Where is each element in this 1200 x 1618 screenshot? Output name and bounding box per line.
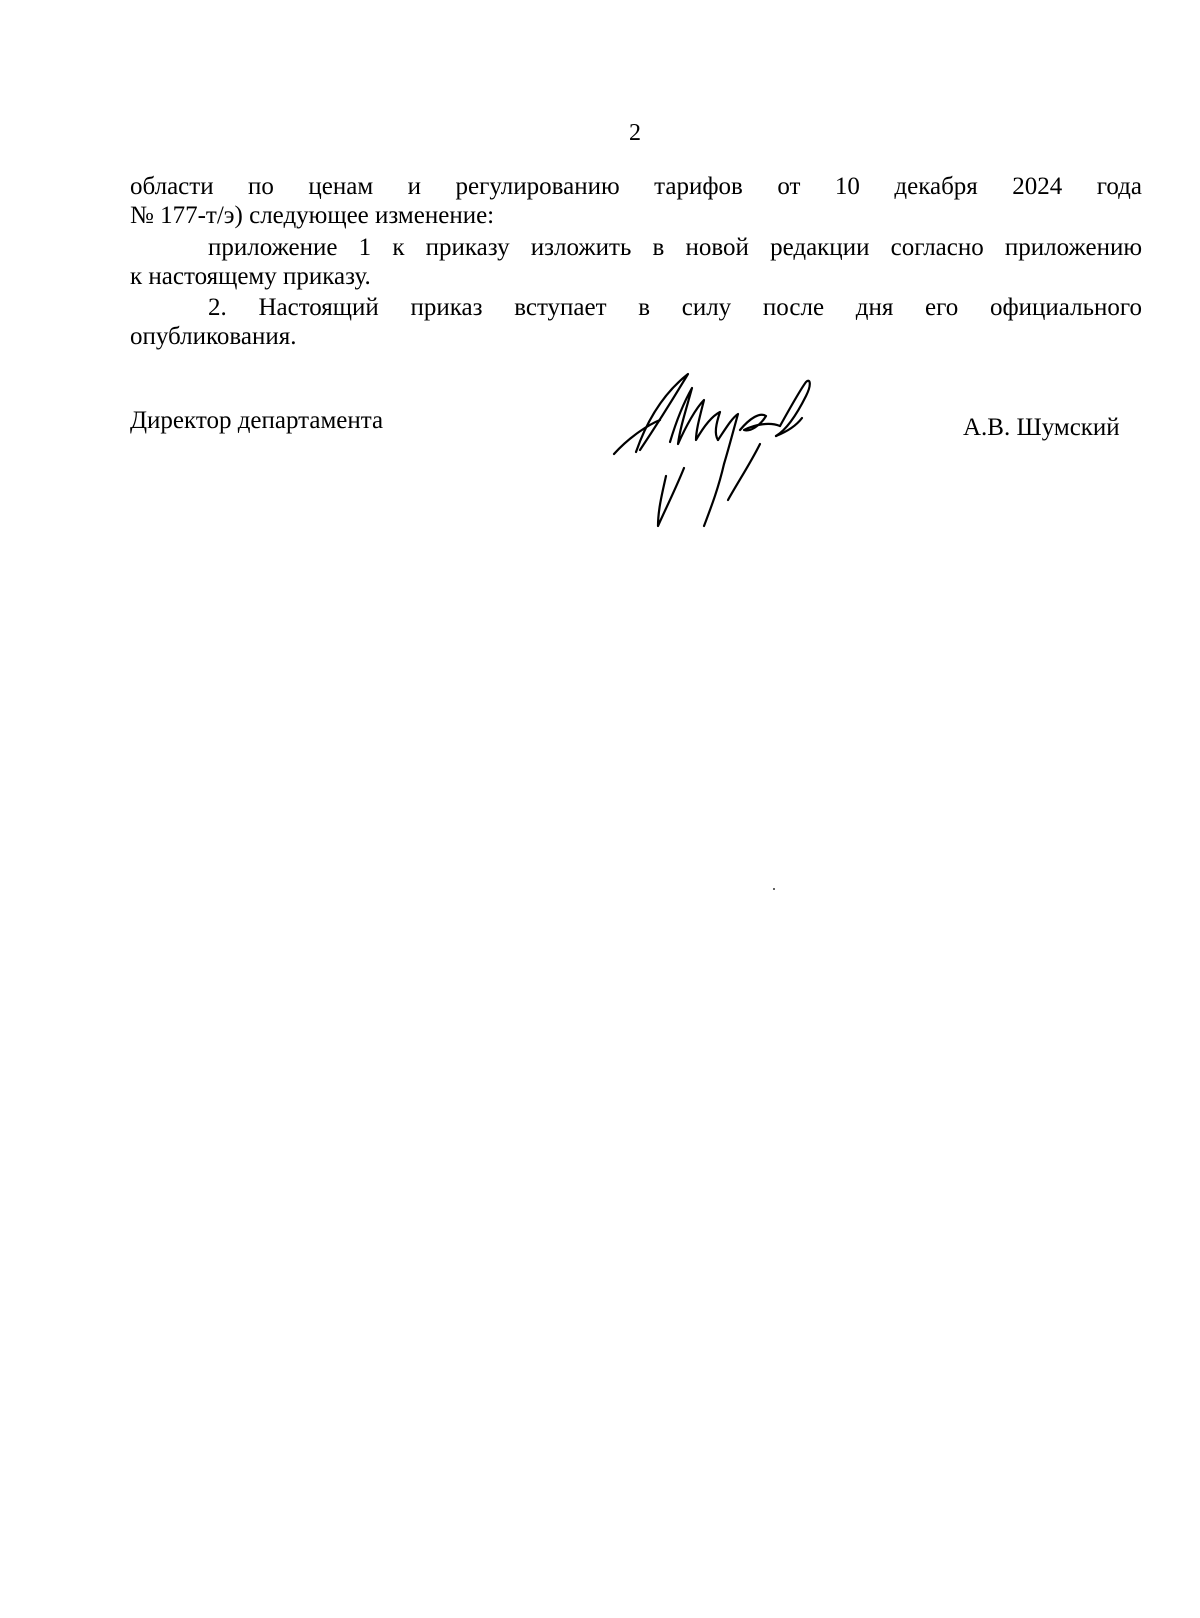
handwritten-signature xyxy=(600,360,840,550)
page-number: 2 xyxy=(629,120,641,146)
paragraph-line-4: к настоящему приказу. xyxy=(130,263,371,290)
paragraph-line-3: приложение 1 к приказу изложить в новой редакции согласно приложению xyxy=(208,234,1142,261)
paragraph-line-1: области по ценам и регулированию тарифов от 10 декабря 2024 года xyxy=(130,173,1142,200)
signer-position: Директор департамента xyxy=(130,407,384,434)
paragraph-line-5: 2. Настоящий приказ вступает в силу после дня его официального xyxy=(208,294,1142,321)
paragraph-line-6: опубликования. xyxy=(130,323,297,350)
signer-name: А.В. Шумский xyxy=(963,414,1120,441)
scan-speck xyxy=(773,888,775,890)
paragraph-line-2: № 177-т/э) следующее изменение: xyxy=(130,202,495,229)
